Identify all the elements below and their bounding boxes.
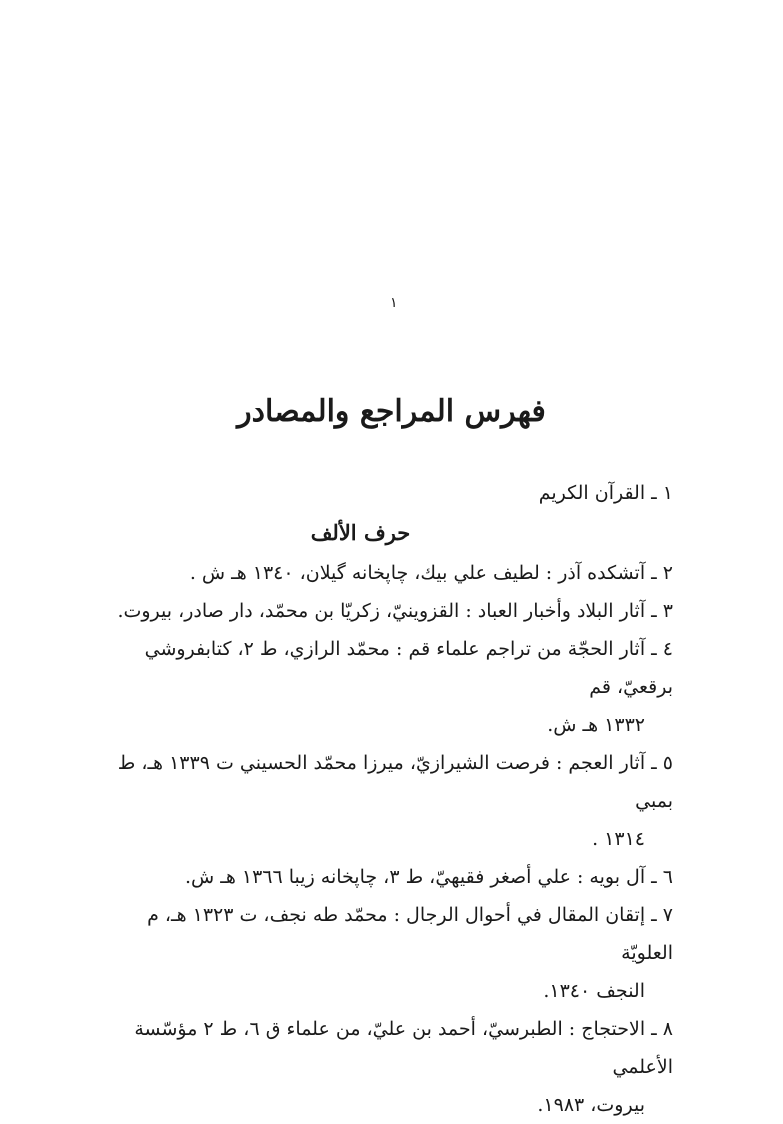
entry-continuation: النجف ١٣٤٠. xyxy=(543,980,645,1002)
list-item: ١ ـ القرآن الكريم xyxy=(538,482,673,504)
list-item xyxy=(108,744,673,858)
entry-continuation: ١٣١٤ . xyxy=(592,828,645,850)
entry-continuation: بيروت، ١٩٨٣. xyxy=(537,1094,645,1116)
list-item xyxy=(108,592,673,630)
entry-text: ٥ ـ آثار العجم : فرصت الشيرازيّ، ميرزا محمّد الحسيني ت ١٣٣٩ هـ، ط بمبي xyxy=(117,752,673,812)
list-item xyxy=(108,630,673,744)
list-item xyxy=(108,858,673,896)
entry-text: ٦ ـ آل بويه : علي أصغر فقيهيّ، ط ٣، چاپخانه زيبا ١٣٦٦ هـ ش. xyxy=(184,866,673,888)
page-title: فهرس المراجع والمصادر xyxy=(237,394,546,429)
entry-text: ٤ ـ آثار الحجّة من تراجم علماء قم : محمّد الرازي، ط ٢، كتابفروشي برقعيّ، قم xyxy=(144,638,673,698)
list-item xyxy=(108,1010,673,1124)
entry-text: ٨ ـ الاحتجاج : الطبرسيّ، أحمد بن عليّ، من علماء ق ٦، ط ٢ مؤسّسة الأعلمي xyxy=(134,1018,673,1078)
bibliography-list xyxy=(108,474,673,1124)
entry-continuation: ١٣٣٢ هـ ش. xyxy=(547,714,645,736)
list-item xyxy=(108,896,673,1010)
entry-text: ٣ ـ آثار البلاد وأخبار العباد : القزوينيّ، زكريّا بن محمّد، دار صادر، بيروت. xyxy=(117,600,673,622)
section-heading: حرف الألف xyxy=(310,520,411,545)
page-number: ١ xyxy=(390,295,398,311)
entry-text: ٧ ـ إتقان المقال في أحوال الرجال : محمّد طه نجف، ت ١٣٢٣ هـ، م العلويّة xyxy=(147,904,673,964)
list-item xyxy=(108,554,673,592)
entry-text: ٢ ـ آتشكده آذر : لطيف علي بيك، چاپخانه گيلان، ١٣٤٠ هـ ش . xyxy=(189,562,673,584)
